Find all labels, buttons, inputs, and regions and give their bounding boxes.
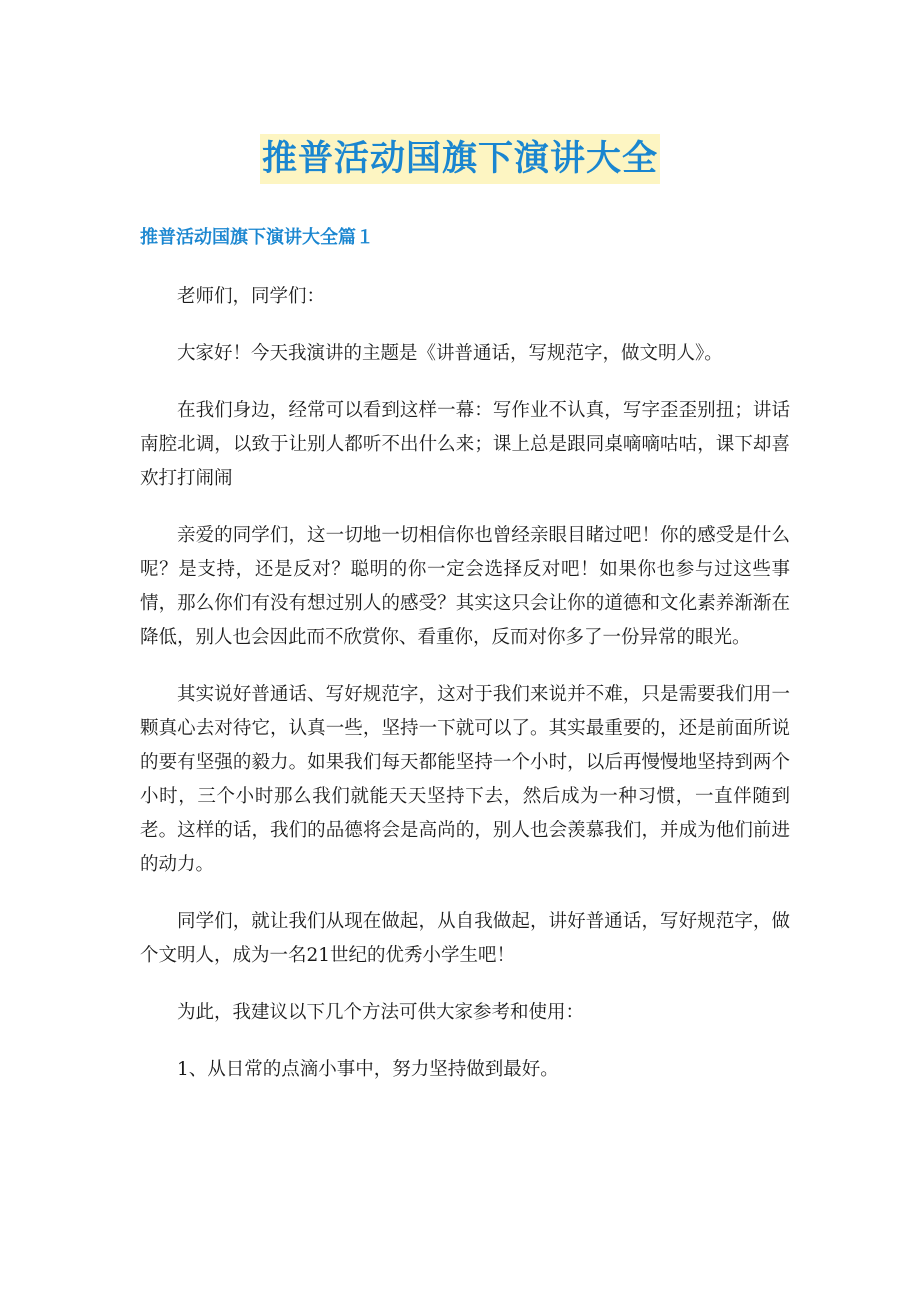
title-container <box>0 134 920 184</box>
paragraph: 在我们身边，经常可以看到这样一幕：写作业不认真，写字歪歪别扭；讲话南腔北调，以致于让别人都听不出什么来；课上总是跟同桌嘀嘀咕咕，课下却喜欢打打闹闹 <box>140 400 790 489</box>
paragraph: 同学们，就让我们从现在做起，从自我做起，讲好普通话，写好规范字，做个文明人，成为一名21世纪的优秀小学生吧！ <box>140 911 790 966</box>
document-title: 推普活动国旗下演讲大全 <box>260 134 660 184</box>
paragraph: 为此，我建议以下几个方法可供大家参考和使用： <box>177 1002 585 1023</box>
paragraph-salutation: 老师们，同学们： <box>177 286 326 307</box>
section-heading: 推普活动国旗下演讲大全篇１ <box>140 227 374 248</box>
paragraph-greeting: 大家好！今天我演讲的主题是《讲普通话，写规范字，做文明人》。 <box>177 343 723 364</box>
document-body <box>140 280 790 1110</box>
paragraph: 亲爱的同学们，这一切地一切相信你也曾经亲眼目睹过吧！你的感受是什么呢？是支持，还是反对？聪明的你一定会选择反对吧！如果你也参与过这些事情，那么你们有没有想过别人的感受？其实这只会让你的道德和文化素养渐渐在降低，别人也会因此而不欣赏你、看重你，反而对你多了一份异常的眼光。 <box>140 525 790 648</box>
list-item: 1、从日常的点滴小事中，努力坚持做到最好。 <box>177 1059 559 1080</box>
paragraph: 其实说好普通话、写好规范字，这对于我们来说并不难，只是需要我们用一颗真心去对待它，认真一些，坚持一下就可以了。其实最重要的，还是前面所说的要有坚强的毅力。如果我们每天都能坚持一个小时，以后再慢慢地坚持到两个小时，三个小时那么我们就能天天坚持下去，然后成为一种习惯，一直伴随到老。这样的话，我们的品德将会是高尚的，别人也会羡慕我们，并成为他们前进的动力。 <box>140 684 790 875</box>
